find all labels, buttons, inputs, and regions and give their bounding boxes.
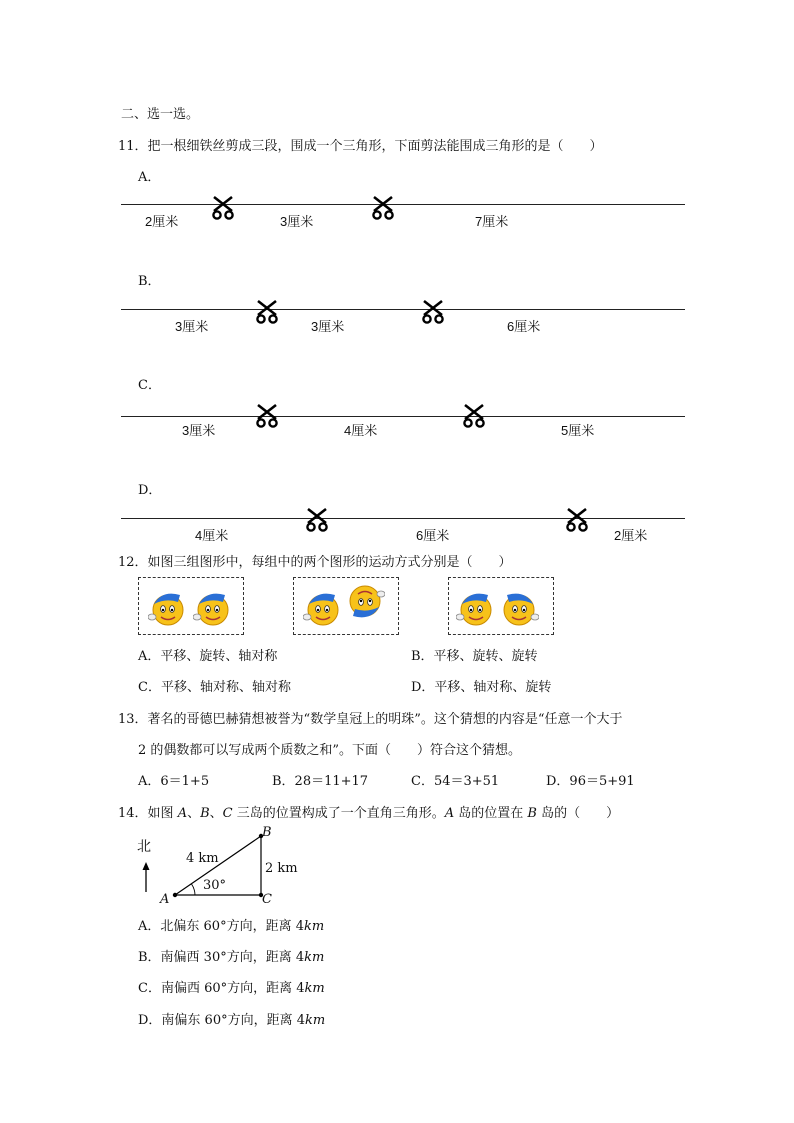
scissors-icon: [370, 195, 396, 221]
question-13-stem-line1: 13．著名的哥德巴赫猜想被誉为“数学皇冠上的明珠”。这个猜想的内容是“任意一个大于: [118, 712, 623, 727]
north-label: 北: [137, 839, 151, 855]
q14-choice-a: A．北偏东 60°方向，距离 4km: [138, 919, 325, 934]
side-bc-label: 2 km: [265, 861, 298, 876]
q11-option-c-seg2: 4厘米: [344, 423, 378, 438]
question-11-stem: 11．把一根细铁丝剪成三段，围成一个三角形，下面剪法能围成三角形的是（ ）: [118, 139, 603, 154]
vertex-c-label: C: [262, 892, 272, 907]
q13-choice-c: C．54＝3+51: [411, 774, 500, 789]
q11-option-c-label: C．: [138, 378, 161, 393]
q13-choice-d: D．96＝5+91: [546, 774, 635, 789]
q11-option-b-seg2: 3厘米: [311, 319, 345, 334]
cartoon-face-icon: [148, 587, 188, 627]
question-13-stem-line2: 2 的偶数都可以写成两个质数之和”。下面（ ）符合这个猜想。: [138, 743, 522, 758]
cartoon-face-icon: [456, 587, 496, 627]
cartoon-face-mirrored-icon: [499, 587, 539, 627]
vertex-a-label: A: [160, 892, 170, 907]
hypotenuse-label: 4 km: [186, 851, 219, 866]
q11-option-d-seg3: 2厘米: [614, 528, 648, 543]
scissors-icon: [420, 299, 446, 325]
cartoon-face-icon: [193, 587, 233, 627]
cartoon-face-icon: [303, 587, 343, 627]
vertex-b-label: B: [262, 825, 272, 840]
scissors-icon: [564, 507, 590, 533]
q12-choice-d: D．平移、轴对称、旋转: [411, 680, 552, 695]
q12-choice-a: A．平移、旋转、轴对称: [138, 649, 278, 664]
q11-option-d-seg2: 6厘米: [416, 528, 450, 543]
question-12-stem: 12．如图三组图形中，每组中的两个图形的运动方式分别是（ ）: [118, 555, 512, 570]
q11-option-a-label: A．: [138, 170, 161, 185]
q11-option-a-seg1: 2厘米: [145, 214, 179, 229]
q13-choice-b: B．28＝11+17: [272, 774, 369, 789]
q14-choice-b: B．南偏西 30°方向，距离 4km: [138, 950, 325, 965]
q11-option-c-seg1: 3厘米: [182, 423, 216, 438]
q11-option-c-wire: [121, 416, 685, 417]
q11-option-c-seg3: 5厘米: [561, 423, 595, 438]
q11-option-b-seg3: 6厘米: [507, 319, 541, 334]
q13-choice-a: A．6＝1+5: [138, 774, 210, 789]
scissors-icon: [254, 299, 280, 325]
scissors-icon: [461, 403, 487, 429]
scissors-icon: [304, 507, 330, 533]
q11-option-a-seg3: 7厘米: [475, 214, 509, 229]
q11-option-b-label: B．: [138, 274, 161, 289]
q11-option-d-wire: [121, 518, 685, 519]
q12-choice-c: C．平移、轴对称、轴对称: [138, 680, 291, 695]
q11-option-b-wire: [121, 309, 685, 310]
section-title: 二、选一选。: [121, 107, 200, 122]
cartoon-face-rotated-icon: [345, 584, 385, 624]
q11-option-d-label: D．: [138, 483, 162, 498]
q11-option-a-seg2: 3厘米: [280, 214, 314, 229]
question-14-stem: 14．如图 A、B、C 三岛的位置构成了一个直角三角形。A 岛的位置在 B 岛的（ ）: [118, 806, 620, 821]
q11-option-b-seg1: 3厘米: [175, 319, 209, 334]
q11-option-d-seg1: 4厘米: [195, 528, 229, 543]
angle-label: 30°: [203, 878, 227, 893]
q12-choice-b: B．平移、旋转、旋转: [411, 649, 538, 664]
scissors-icon: [254, 403, 280, 429]
q11-option-a-wire: [121, 204, 685, 205]
scissors-icon: [210, 195, 236, 221]
q14-choice-d: D．南偏东 60°方向，距离 4km: [138, 1013, 326, 1028]
q14-choice-c: C．南偏西 60°方向，距离 4km: [138, 981, 325, 996]
